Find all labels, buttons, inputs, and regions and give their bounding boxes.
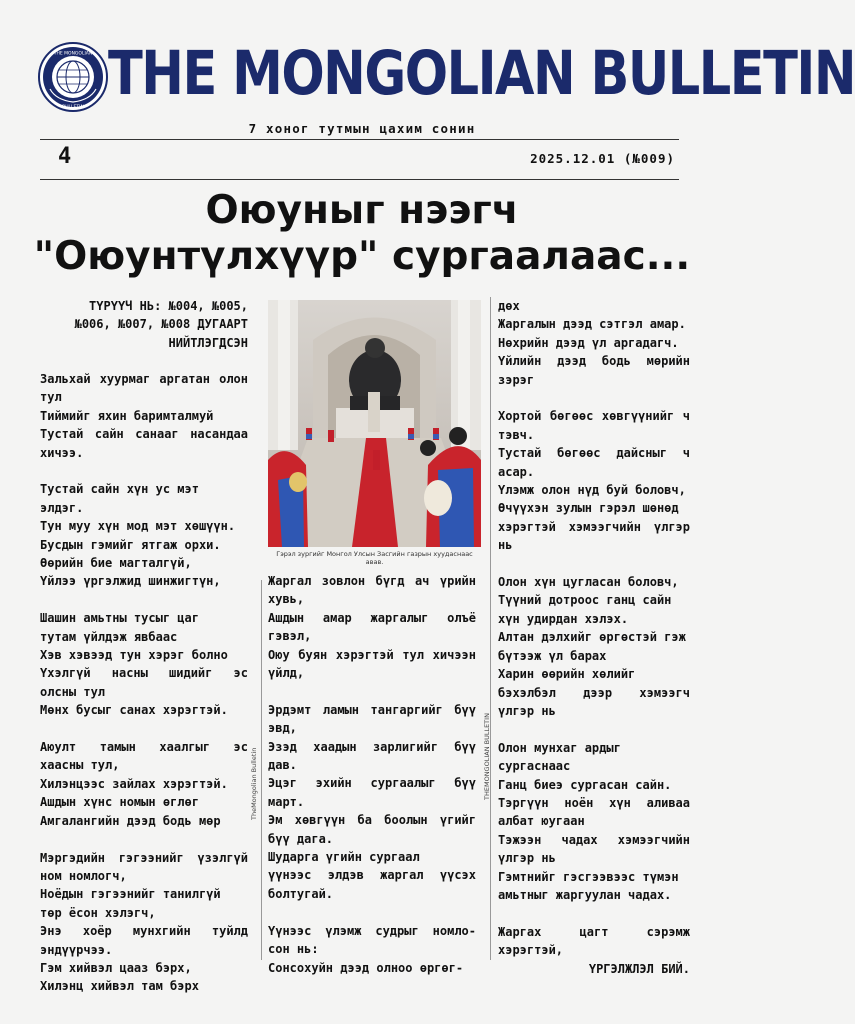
verse-line: Олон мунхаг ардыг [498,740,621,755]
issue-date: 2025.12.01 (№009) [530,151,675,166]
verse-line: үлгэр нь [498,703,556,718]
side-credit-1: TheMongolian Bulletin [250,747,258,820]
stanza [268,922,476,977]
header-rule-bottom [40,179,679,180]
verse-line: Гэм хийвэл цааз бэрх, [40,960,192,975]
verse-line: Шударга үгийн сургаал [268,850,420,865]
verse-line: Алтан дэлхийг өргөстэй гэж [498,630,686,645]
verse-line: дав. [268,758,297,773]
stanza [498,923,690,960]
verse-line: Аюулт тамын хаалгыг эс [40,740,248,755]
verse-line: бүтээж үл барах [498,648,607,663]
stanza [268,701,476,903]
verse-line: сон нь: [268,942,319,957]
verse-line: Ганц биеэ сургасан сайн. [498,777,672,792]
logo-text-top: THE MONGOLIAN [53,51,93,57]
intro-line: ТҮРҮҮЧ НЬ: №004, №005, [89,299,248,313]
headline-line-2: "Оюунтүлхүүр" сургаалаас... [33,234,691,279]
verse-line: ном номлогч, [40,868,127,883]
verse-line: Хортой бөгөөс хөвгүүнийг ч [498,409,690,424]
verse-line: үйлд, [268,666,305,681]
verse-line: Түүний дотроос ганц сайн [498,593,672,608]
verse-line: төр ёсон хэлэгч, [40,905,156,920]
masthead-title: THE MONGOLIAN BULLETIN [108,39,855,110]
stanza [498,297,690,389]
verse-line: Тустай бөгөөс дайсныг ч [498,446,690,461]
verse-line: хувь, [268,592,305,607]
stanza [40,849,248,996]
verse-line: болтугай. [268,886,334,901]
verse-line: эндүүрчээ. [40,942,113,957]
verse-line: Өчүүхэн зулын гэрэл шөнөд [498,501,679,516]
article-photo [268,300,481,547]
verse-line: олсны тул [40,684,106,699]
stanza [40,738,248,830]
verse-line: зэрэг [498,372,535,387]
verse-line: Эцэг эхийн сургаалыг бүү [268,776,476,791]
bulletin-logo [38,42,108,112]
verse-line: Тун муу хүн мод мэт хөшүүн. [40,519,236,534]
stanza [498,573,690,720]
verse-line: Ноёдын гэгээнийг танилгүй [40,887,221,902]
verse-line: Гэмтнийг гэсгээвээс түмэн [498,869,679,884]
stanza [40,370,248,462]
verse-line: Олон хүн цугласан боловч, [498,575,679,590]
verse-line: Жаргалын дээд сэтгэл амар. [498,317,686,332]
column-divider-2 [490,297,491,960]
verse-line: Сонсохуйн дээд олноо өргөг- [268,960,464,975]
column-3 [498,297,690,978]
column-2 [268,572,476,995]
verse-line: Тэжээн чадах хэмээгчийн [498,832,690,847]
verse-line: Жаргал зовлон бүгд ач үрийн [268,574,476,588]
logo-text-bottom: BULLETIN [62,105,84,110]
column-1 [40,370,248,1014]
verse-line: хичээ. [40,445,84,460]
verse-line: тутам үйлдэж явбаас [40,629,178,644]
verse-line: Харин өөрийн хөлийг [498,667,636,682]
verse-line: Амгалангийн дээд бодь мөр [40,813,221,828]
verse-line: Тустай сайн санааг насандаа [40,427,248,442]
verse-line: нь [498,538,513,553]
intro-line: НИЙТЛЭГДСЭН [168,335,248,350]
verse-line: Үүнээс үлэмж судрыг номло- [268,923,476,938]
verse-line: Тустай сайн хүн ус мэт элдэг. [40,482,199,515]
verse-line: хэрэгтэй хэмээгчийн үлгэр [498,519,690,534]
verse-line: үлгэр нь [498,851,556,866]
verse-line: Тэргүүн ноён хүн аливаа [498,795,690,810]
side-credit-2: THEMONGOLIAN BULLETIN [483,713,491,800]
photo-caption: Гэрэл зургийг Монгол Улсын Засгийн газрын хуудаснаас авав. [276,550,473,566]
stanza [498,739,690,905]
verse-line: Өөрийн бие магталгүй, [40,556,192,571]
verse-line: албат юугаан [498,814,585,829]
verse-line: Ашдын амар жаргалыг олъё [268,610,476,625]
verse-line: Нөхрийн дээд үл аргадагч. [498,335,679,350]
verse-line: дөх [498,299,520,313]
verse-line: Энэ хоёр мунхгийн туйлд [40,924,248,939]
verse-line: хэрэгтэй, [498,943,564,958]
article-intro [40,297,248,352]
verse-line: Ашдын хүнс номын өглөг [40,795,199,810]
verse-line: тэвч. [498,427,535,442]
verse-line: бүү дага. [268,831,334,846]
verse-line: хүн удирдан хэлэх. [498,611,629,626]
verse-line: амьтныг жаргуулан чадах. [498,887,672,902]
verse-line: бэхэлбэл дээр хэмээгч [498,685,690,700]
verse-line: Эм хөвгүүн ба боолын үгийг [268,813,476,828]
intro-line: №006, №007, №008 ДУГААРТ [74,317,248,332]
article-headline [0,188,724,280]
verse-line: Тиймийг яхин баримталмуй [40,408,214,423]
stanza [40,480,248,590]
verse-line: эвд, [268,721,297,736]
verse-line: Зальхай хуурмаг аргатан олон [40,372,248,386]
headline-line-1: Оюуныг нээгч [205,188,519,233]
verse-line: Бусдын гэмийг ятгаж орхи. [40,537,221,552]
verse-line: Оюу буян хэрэгтэй тул хичээн [268,647,476,662]
verse-line: Үйлийн дээд бодь мөрийн [498,354,690,369]
tagline: 7 хоног тутмын цахим сонин [248,121,476,136]
verse-line: Үхэлгүй насны шидийг эс [40,666,248,681]
stanza [40,609,248,719]
verse-line: тул [40,390,62,405]
verse-line: Мөнх бусыг санах хэрэгтэй. [40,703,228,718]
page-number: 4 [58,144,72,169]
verse-line: Хилэнц хийвэл там бэрх [40,979,199,994]
verse-line: Жаргах цагт сэрэмж [498,924,690,939]
verse-line: Хэв хэвээд тун хэрэг болно [40,648,228,663]
closing-note: ҮРГЭЛЖЛЭЛ БИЙ. [588,961,690,976]
verse-line: Шашин амьтны тусыг цаг [40,611,199,626]
verse-line: Үлэмж олон нүд буй боловч, [498,483,686,498]
verse-line: асар. [498,464,535,479]
header-rule-top [40,139,679,140]
stanza [268,572,476,682]
verse-line: Үйлээ үргэлжид шинжигтүн, [40,574,221,589]
verse-line: хаасны тул, [40,758,120,773]
stanza [498,407,690,554]
verse-line: март. [268,794,305,809]
verse-line: Хилэнцээс зайлах хэрэгтэй. [40,776,228,791]
verse-line: үүнээс элдэв жаргал үүсэх [268,868,476,883]
column-divider-1 [261,580,262,960]
verse-line: сургаснаас [498,759,571,774]
verse-line: Эрдэмт ламын тангаргийг бүү [268,702,476,717]
verse-line: Эзэд хаадын зарлигийг бүү [268,739,476,754]
verse-line: гэвэл, [268,629,312,644]
verse-line: Мэргэдийн гэгээнийг үзэлгүй [40,850,248,865]
